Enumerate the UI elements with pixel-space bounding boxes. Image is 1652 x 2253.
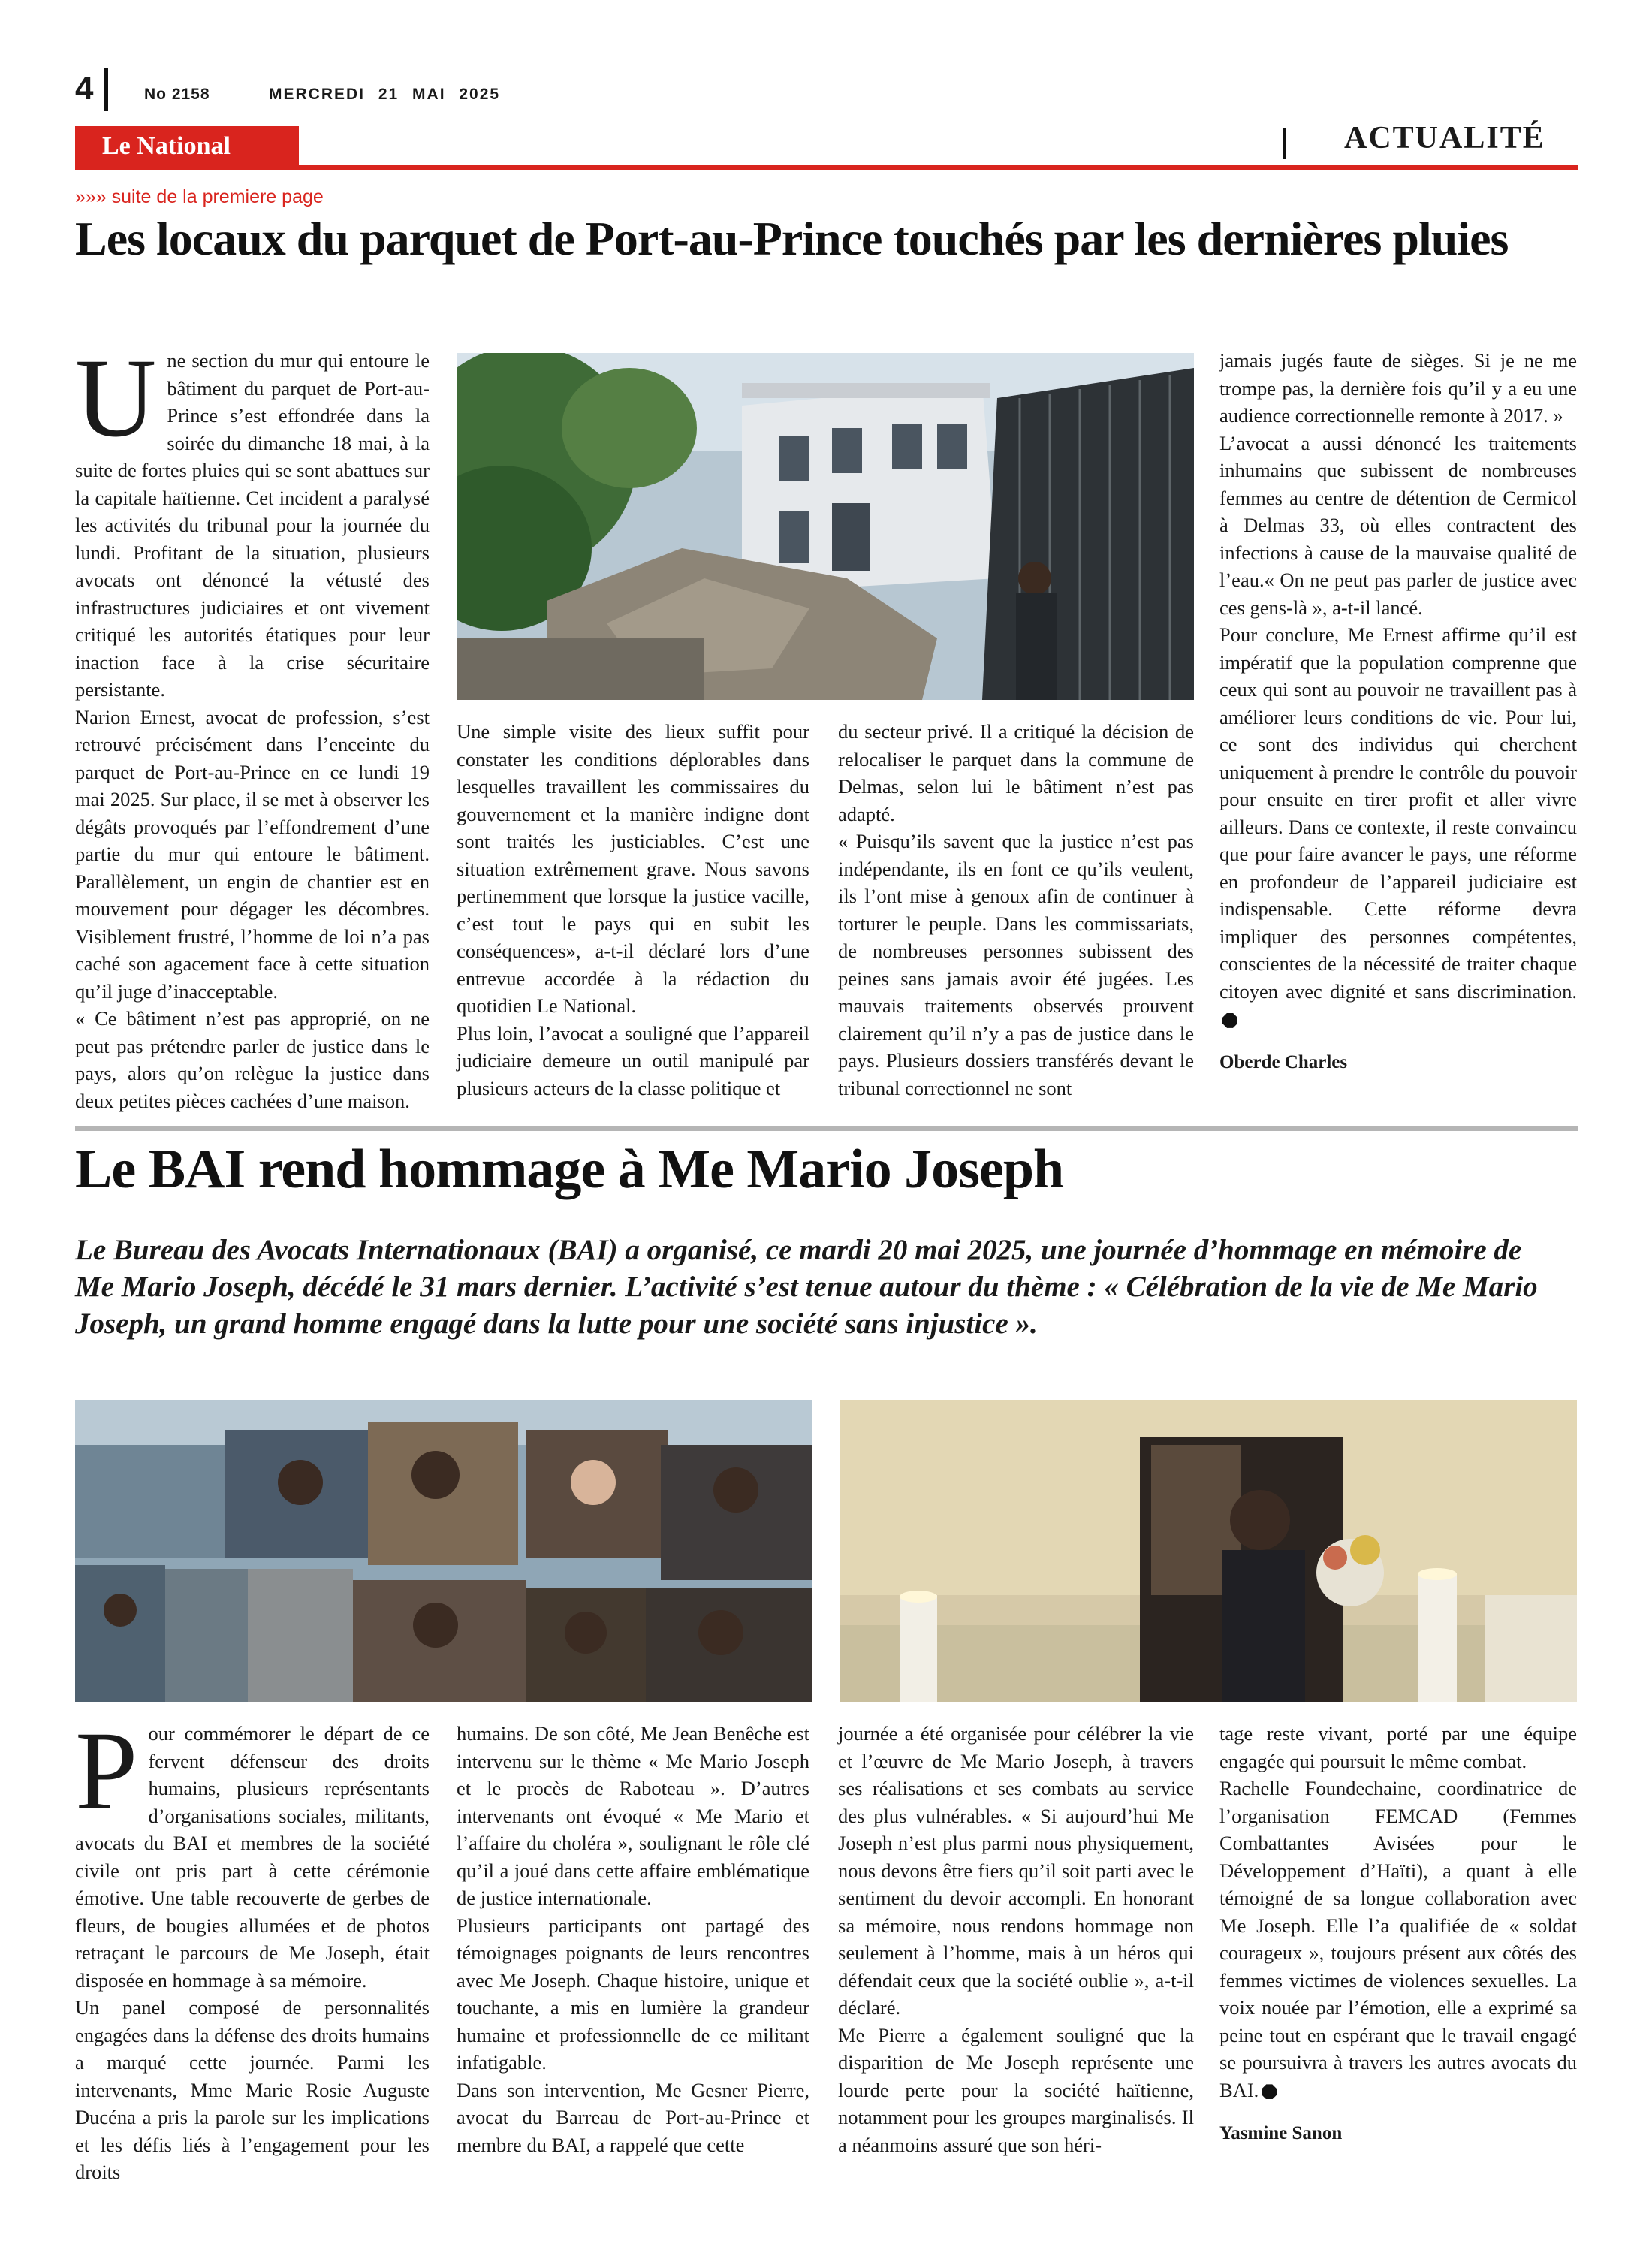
article2-paragraph: tage reste vivant, porté par une équipe engagée qui poursuit le même combat. bbox=[1219, 1722, 1577, 1772]
courthouse-photo bbox=[457, 353, 1194, 700]
header-rule bbox=[75, 165, 1578, 170]
article2-column-1 bbox=[75, 1709, 430, 2186]
article1-paragraph: Plus loin, l’avocat a souligné que l’appareil judiciaire demeure un outil manipulé par plusieurs acteurs de la classe politique et bbox=[457, 1021, 809, 1099]
issue-date: MERCREDI 21 MAI 2025 bbox=[269, 86, 501, 103]
article2-paragraph: Plusieurs participants ont partagé des témoignages poignants de leurs rencontres avec Me Joseph. Chaque histoire, unique et touchante, a mis en lumière la grandeur humaine et professionnelle de ce militant infatigable. bbox=[457, 1914, 809, 2074]
section-title: ACTUALITÉ bbox=[1344, 121, 1545, 155]
article1-paragraph: jamais jugés faute de sièges. Si je ne me trompe pas, la dernière fois qu’il y a eu une audience correctionnelle remonte à 2017. » bbox=[1219, 349, 1577, 427]
memorial-photo bbox=[840, 1400, 1577, 1702]
brand-logo: Le National bbox=[102, 132, 231, 160]
continuation-kicker: »»» suite de la premiere page bbox=[75, 186, 324, 207]
article1-paragraph: ne section du mur qui entoure le bâtiment du parquet de Port-au-Prince s’est effondrée dans la soirée du dimanche 18 mai, à la suite de fortes pluies qui se sont abattues sur la capitale haïtienne. Cet incident a paralysé les activités du tribunal pour la journée du lundi. Profitant de la situation, plusieurs avocats ont dénoncé la vétusté des infrastructures judiciaires et ont vivement critiqué les autorités étatiques pour leur inaction face à la crise sécuritaire persistante. bbox=[75, 349, 430, 701]
article1-paragraph: L’avocat a aussi dénoncé les traitements inhumains que subissent de nombreuses femmes au centre de détention de Cermicol à Delmas 33, où elles contractent des infections à cause de la mauvaise qualité de l’eau.« On ne peut pas parler de justice avec ces gens-là », a-t-il lancé. bbox=[1219, 431, 1577, 619]
article2-column-4 bbox=[1219, 1720, 1577, 2148]
article1-column-1 bbox=[75, 336, 430, 1114]
article1-column-3 bbox=[838, 718, 1194, 1102]
article2-author: Yasmine Sanon bbox=[1219, 2123, 1343, 2143]
issue-number: No 2158 bbox=[144, 86, 210, 103]
article2-paragraph: journée a été organisée pour célébrer la vie et l’œuvre de Me Mario Joseph, à travers ses réalisations et ses combats au service des plus vulnérables. « Si aujourd’hui Me Joseph n’est plus parmi nous physiquement, nous devons être fiers qu’il soit parti avec le sentiment du devoir accompli. En honorant sa mémoire, nous rendons hommage non seulement à l’homme, mais à un héros qui défendait ceux que la société oublie », a-t-il déclaré. bbox=[838, 1722, 1194, 2019]
page-number: 4 bbox=[75, 70, 94, 107]
article1-author: Oberde Charles bbox=[1219, 1051, 1348, 1072]
end-mark-icon bbox=[1262, 2084, 1277, 2099]
article1-paragraph: Narion Ernest, avocat de profession, s’est retrouvé précisément dans l’enceinte du parquet de Port-au-Prince en ce lundi 19 mai 2025. Sur place, il se met à observer les dégâts provoqués par l’effondrement d’une partie du mur qui entoure le bâtiment. Parallèlement, un engin de chantier est en mouvement pour dégager les décombres. Visiblement frustré, l’homme de loi n’a pas caché son agacement face à cette situation qu’il juge d’inacceptable. bbox=[75, 705, 430, 1003]
article2-paragraph: Un panel composé de personnalités engagées dans la défense des droits humains a marqué cette journée. Parmi les intervenants, Mme Marie Rosie Auguste Ducéna a pris la parole sur les implications et les défis liés à l’engagement pour les droits bbox=[75, 1996, 430, 2183]
memorial-photo-svg bbox=[840, 1400, 1577, 1702]
article1-dropcap: U bbox=[75, 336, 157, 460]
article2-paragraph-text: Rachelle Foundechaine, coordinatrice de l’organisation FEMCAD (Femmes Combattantes Avisées pour le Développement d’Haïti), a quant à elle témoigné de sa longue collaboration avec Me Joseph. Elle l’a qualifiée de « soldat courageux », toujours présent aux côtés des femmes victimes de violences sexuelles. La voix nouée par l’émotion, elle a exprimé sa peine tout en espérant que le travail engagé se poursuivra à travers les autres avocats du BAI. bbox=[1219, 1777, 1577, 2101]
article2-paragraph bbox=[1219, 1775, 1577, 2104]
courthouse-photo-svg bbox=[457, 353, 1194, 700]
article2-headline: Le BAI rend hommage à Me Mario Joseph bbox=[75, 1139, 1064, 1200]
article2-lead: Le Bureau des Avocats Internationaux (BAI) a organisé, ce mardi 20 mai 2025, une journée d’hommage en mémoire de Me Mario Joseph, décédé le 31 mars dernier. L’activité s’est tenue autour du thème : « Célébration de la vie de Me Mario Joseph, un grand homme engagé dans la lutte pour une société sans injustice ». bbox=[75, 1234, 1538, 1340]
article-separator bbox=[75, 1126, 1578, 1131]
article1-paragraph: « Ce bâtiment n’est pas approprié, on ne peut pas prétendre parler de justice dans le pays, alors qu’on relègue la justice dans deux petites pièces cachées d’une maison. bbox=[75, 1007, 430, 1112]
photo-board-svg bbox=[75, 1400, 812, 1702]
article2-dropcap: P bbox=[75, 1709, 138, 1833]
article1-column-4 bbox=[1219, 347, 1577, 1076]
article1-headline: Les locaux du parquet de Port-au-Prince touchés par les dernières pluies bbox=[75, 212, 1509, 265]
article2-column-3 bbox=[838, 1720, 1194, 2158]
article1-column-2 bbox=[457, 718, 809, 1102]
photo-board-photo bbox=[75, 1400, 812, 1702]
article2-paragraph: Dans son intervention, Me Gesner Pierre, avocat du Barreau de Port-au-Prince et membre du BAI, a rappelé que cette bbox=[457, 2078, 809, 2156]
section-divider bbox=[1283, 128, 1286, 159]
article1-paragraph: « Puisqu’ils savent que la justice n’est pas indépendante, ils en font ce qu’ils veulent, ils l’ont mise à genoux afin de continuer à torturer le peuple. Dans les commissariats, de nombreuses personnes subissent des peines sans jamais avoir été jugées. Les mauvais traitements observés prouvent clairement qu’il n’y a pas de justice dans le pays. Plusieurs dossiers transférés devant le tribunal correctionnel ne sont bbox=[838, 830, 1194, 1099]
article2-column-2 bbox=[457, 1720, 809, 2158]
article1-paragraph-text: Pour conclure, Me Ernest affirme qu’il est impératif que la population comprenne que ceux qui sont au pouvoir ne travaillent pas à améliorer leurs conditions de vie. Pour lui, ce sont des individus qui cherchent uniquement à prendre le contrôle du pouvoir pour ensuite en tirer profit et aller vivre ailleurs. Dans ce contexte, il reste convaincu que pour faire avancer le pays, une réforme en profondeur de l’appareil judiciaire est indispensable. Cette réforme devra impliquer des personnes compétentes, conscientes de la nécessité de traiter chaque citoyen avec dignité et sans discrimination. bbox=[1219, 623, 1577, 1003]
end-mark-icon bbox=[1222, 1013, 1237, 1028]
article2-paragraph: Me Pierre a également souligné que la disparition de Me Joseph représente une lourde perte pour la société haïtienne, notamment pour les groupes marginalisés. Il a néanmoins assuré que son héri- bbox=[838, 2023, 1194, 2156]
article2-paragraph: our commémorer le départ de ce fervent défenseur des droits humains, plusieurs représentants d’organisations sociales, militants, avocats du BAI et membres de la société civile ont pris part à cette cérémonie émotive. Une table recouverte de gerbes de fleurs, de bougies allumées et de photos retraçant le parcours de Me Joseph, était disposée en hommage à sa mémoire. bbox=[75, 1722, 430, 1992]
page-number-divider bbox=[104, 68, 108, 111]
article1-paragraph bbox=[1219, 621, 1577, 1033]
article1-paragraph: Une simple visite des lieux suffit pour constater les conditions déplorables dans lesquelles travaillent les commissaires du gouvernement et la manière indigne dont sont traités les justiciables. C’est une situation extrêmement grave. Nous savons pertinemment que lorsque la justice vacille, c’est tout le pays qui en subit les conséquences», a-t-il déclaré lors d’une entrevue accordée à la rédaction du quotidien Le National. bbox=[457, 720, 809, 1017]
article2-paragraph: humains. De son côté, Me Jean Benêche est intervenu sur le thème « Me Mario Joseph et le procès de Raboteau ». D’autres intervenants ont évoqué « Me Mario et l’affaire du choléra », soulignant le rôle clé qu’il a joué dans cette affaire emblématique de justice internationale. bbox=[457, 1722, 809, 1909]
article1-paragraph: du secteur privé. Il a critiqué la décision de relocaliser le parquet dans la commune de Delmas, selon lui le bâtiment n’est pas adapté. bbox=[838, 720, 1194, 825]
